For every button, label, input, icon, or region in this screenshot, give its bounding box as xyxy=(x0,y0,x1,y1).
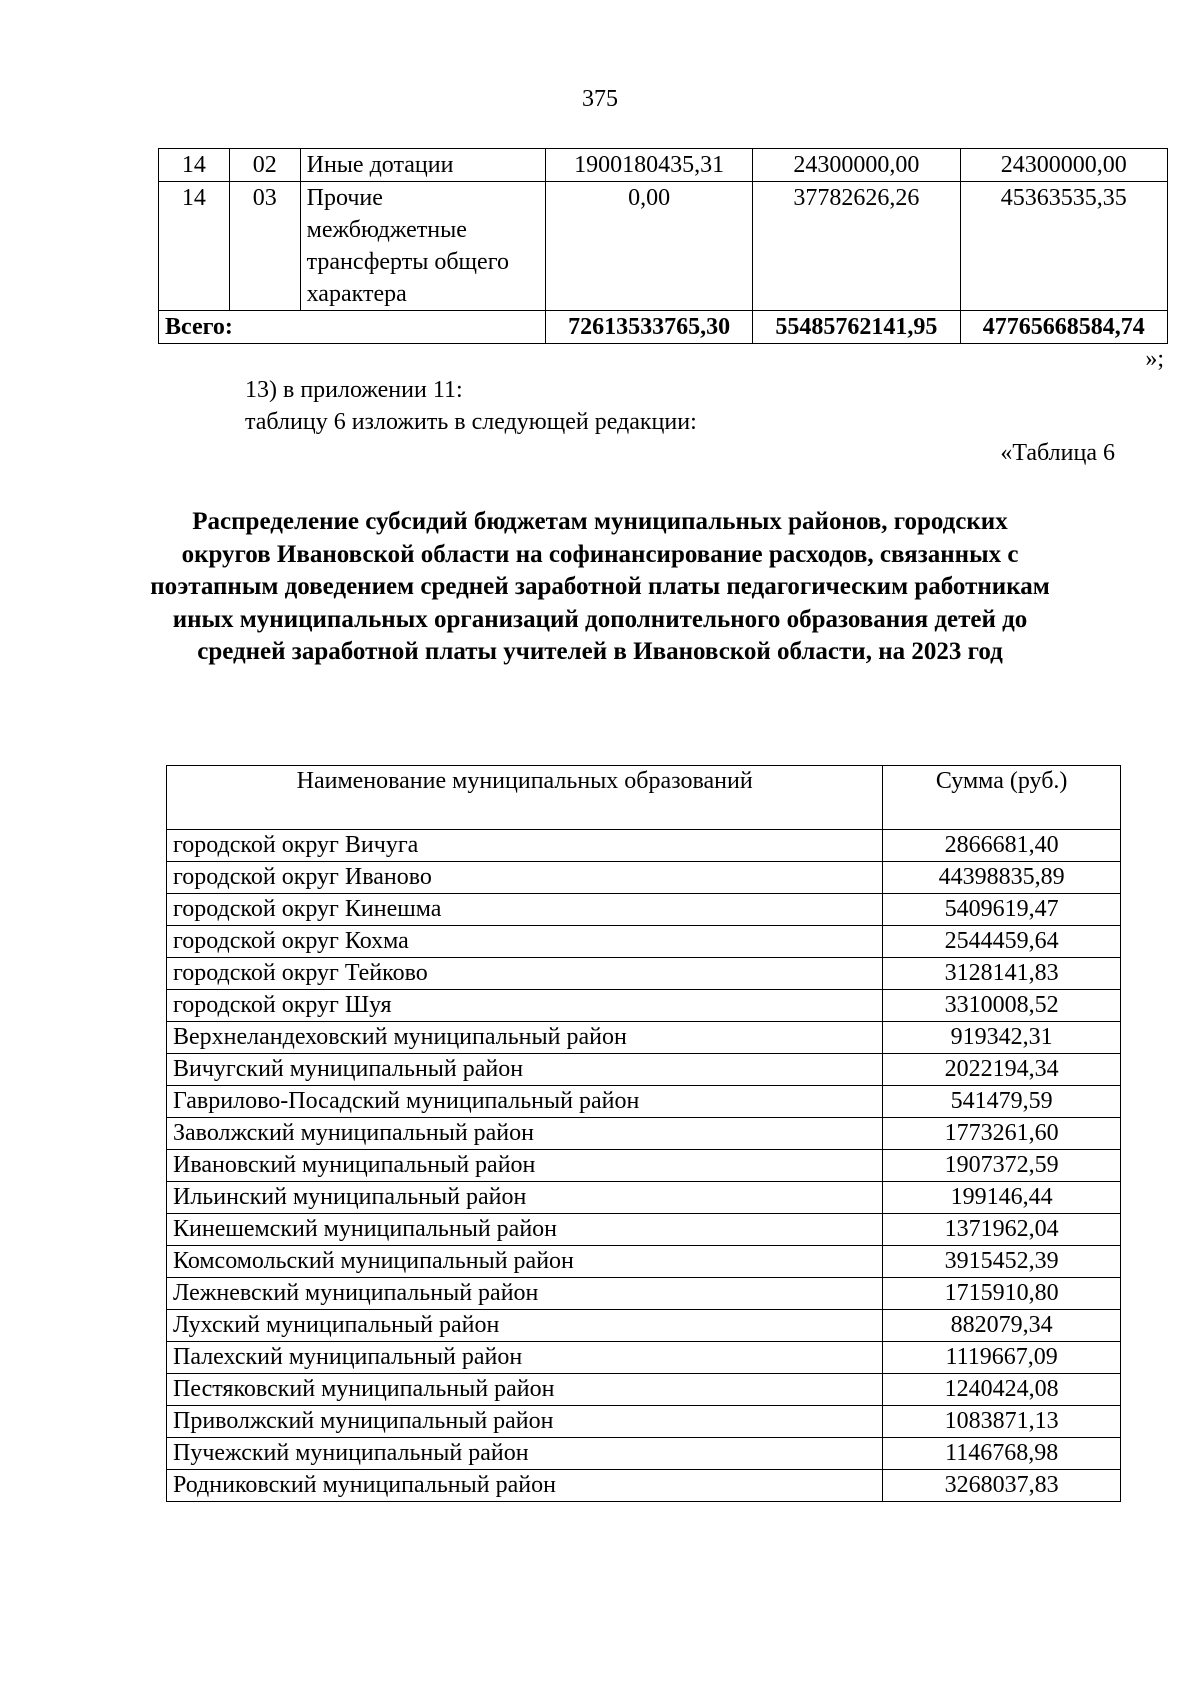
row-name: Иные дотации xyxy=(300,149,545,182)
table-row xyxy=(167,990,1121,1022)
budget-table xyxy=(158,148,1168,344)
table-row xyxy=(167,1086,1121,1118)
municipality-name: Вичугский муниципальный район xyxy=(167,1054,883,1086)
subsection-code: 03 xyxy=(229,182,300,311)
municipality-name: Комсомольский муниципальный район xyxy=(167,1246,883,1278)
subsidy-table xyxy=(166,765,1121,1502)
subsidy-amount: 1371962,04 xyxy=(883,1214,1121,1246)
subsidy-amount: 3128141,83 xyxy=(883,958,1121,990)
table-row xyxy=(167,1022,1121,1054)
subsidy-amount: 919342,31 xyxy=(883,1022,1121,1054)
table-row xyxy=(167,1246,1121,1278)
section-code: 14 xyxy=(159,182,230,311)
subsidy-amount: 1715910,80 xyxy=(883,1278,1121,1310)
municipality-name: Родниковский муниципальный район xyxy=(167,1470,883,1502)
value-cell: 45363535,35 xyxy=(960,182,1167,311)
total-value: 47765668584,74 xyxy=(960,311,1167,344)
total-row xyxy=(159,311,1168,344)
municipality-name: городской округ Иваново xyxy=(167,862,883,894)
table-row xyxy=(167,1438,1121,1470)
header-name: Наименование муниципальных образований xyxy=(167,766,883,830)
value-cell: 24300000,00 xyxy=(960,149,1167,182)
subsidy-amount: 1240424,08 xyxy=(883,1374,1121,1406)
subsidy-amount: 44398835,89 xyxy=(883,862,1121,894)
municipality-name: Пучежский муниципальный район xyxy=(167,1438,883,1470)
municipality-name: Заволжский муниципальный район xyxy=(167,1118,883,1150)
subsidy-amount: 1773261,60 xyxy=(883,1118,1121,1150)
subsection-code: 02 xyxy=(229,149,300,182)
table-row xyxy=(167,1054,1121,1086)
municipality-name: Палехский муниципальный район xyxy=(167,1342,883,1374)
table-header-row xyxy=(167,766,1121,830)
table-row xyxy=(167,1310,1121,1342)
table-row xyxy=(167,1278,1121,1310)
table-row xyxy=(167,1406,1121,1438)
subsidy-amount: 1083871,13 xyxy=(883,1406,1121,1438)
municipality-name: Гаврилово-Посадский муниципальный район xyxy=(167,1086,883,1118)
subsidy-amount: 882079,34 xyxy=(883,1310,1121,1342)
municipality-name: городской округ Кохма xyxy=(167,926,883,958)
value-cell: 24300000,00 xyxy=(753,149,960,182)
municipality-name: Лухский муниципальный район xyxy=(167,1310,883,1342)
value-cell: 1900180435,31 xyxy=(545,149,752,182)
closing-quote: »; xyxy=(1145,346,1164,372)
subsidy-amount: 3310008,52 xyxy=(883,990,1121,1022)
table-row xyxy=(167,1150,1121,1182)
row-name: Прочие межбюджетные трансферты общего характера xyxy=(300,182,545,311)
subsidy-amount: 1146768,98 xyxy=(883,1438,1121,1470)
subsidy-amount: 199146,44 xyxy=(883,1182,1121,1214)
municipality-name: Кинешемский муниципальный район xyxy=(167,1214,883,1246)
value-cell: 37782626,26 xyxy=(753,182,960,311)
table-row xyxy=(167,862,1121,894)
total-value: 55485762141,95 xyxy=(753,311,960,344)
municipality-name: Приволжский муниципальный район xyxy=(167,1406,883,1438)
subsidy-amount: 2544459,64 xyxy=(883,926,1121,958)
table-row xyxy=(167,1374,1121,1406)
subsidy-amount: 541479,59 xyxy=(883,1086,1121,1118)
subsidy-amount: 3268037,83 xyxy=(883,1470,1121,1502)
municipality-name: Ильинский муниципальный район xyxy=(167,1182,883,1214)
subsidy-table-body xyxy=(167,830,1121,1502)
total-value: 72613533765,30 xyxy=(545,311,752,344)
table-row xyxy=(167,1342,1121,1374)
municipality-name: городской округ Шуя xyxy=(167,990,883,1022)
subsidy-amount: 2866681,40 xyxy=(883,830,1121,862)
page-number: 375 xyxy=(582,86,618,112)
subsidy-amount: 1907372,59 xyxy=(883,1150,1121,1182)
municipality-name: Ивановский муниципальный район xyxy=(167,1150,883,1182)
table-row xyxy=(167,830,1121,862)
table-row xyxy=(159,149,1168,182)
municipality-name: городской округ Вичуга xyxy=(167,830,883,862)
table-row xyxy=(167,926,1121,958)
subsidy-amount: 5409619,47 xyxy=(883,894,1121,926)
municipality-name: городской округ Кинешма xyxy=(167,894,883,926)
municipality-name: городской округ Тейково xyxy=(167,958,883,990)
table-row xyxy=(167,1470,1121,1502)
table-row xyxy=(167,1214,1121,1246)
municipality-name: Лежневский муниципальный район xyxy=(167,1278,883,1310)
table-row xyxy=(159,182,1168,311)
value-cell: 0,00 xyxy=(545,182,752,311)
subsidy-amount: 1119667,09 xyxy=(883,1342,1121,1374)
municipality-name: Верхнеландеховский муниципальный район xyxy=(167,1022,883,1054)
subsidy-amount: 2022194,34 xyxy=(883,1054,1121,1086)
table-row xyxy=(167,1118,1121,1150)
amendment-item: 13) в приложении 11: xyxy=(245,377,463,403)
subsidy-amount: 3915452,39 xyxy=(883,1246,1121,1278)
header-sum: Сумма (руб.) xyxy=(883,766,1121,830)
table-label: «Таблица 6 xyxy=(1000,440,1115,466)
table-row xyxy=(167,1182,1121,1214)
section-code: 14 xyxy=(159,149,230,182)
table-row xyxy=(167,958,1121,990)
table-title: Распределение субсидий бюджетам муниципальных районов, городских округов Ивановской области на софинансирование расходов, связанных с поэтапным доведением средней заработной платы педагогическим работникам иных муниципальных организаций дополнительного образования детей до средней заработной платы учителей в Ивановской области, на 2023 год xyxy=(150,508,1050,665)
amendment-text: таблицу 6 изложить в следующей редакции: xyxy=(245,409,697,435)
total-label: Всего: xyxy=(159,311,546,344)
table-row xyxy=(167,894,1121,926)
municipality-name: Пестяковский муниципальный район xyxy=(167,1374,883,1406)
